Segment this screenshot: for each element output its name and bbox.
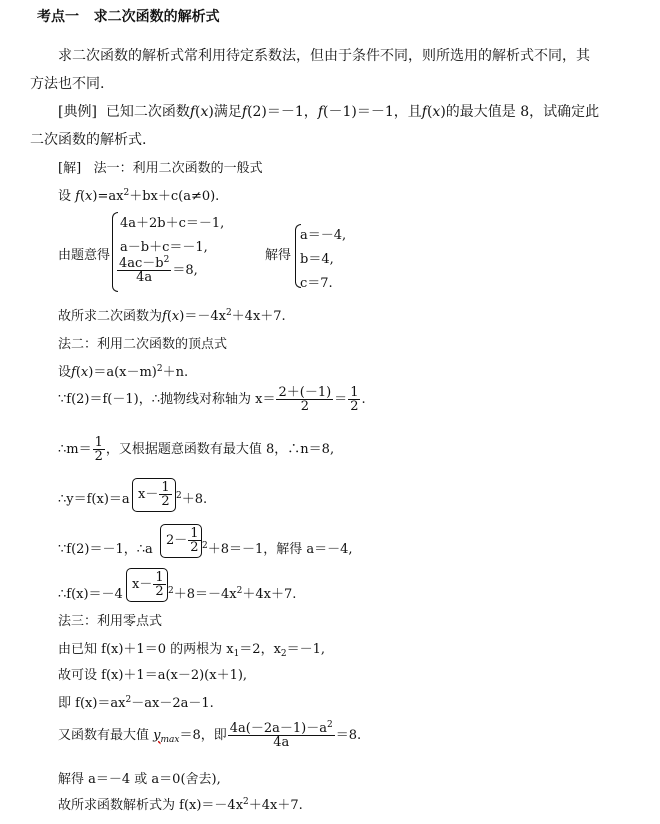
- m1-eq3-den: 4a: [136, 270, 153, 285]
- m2-line-5: [58, 583, 123, 602]
- m3-l4b: ＝8，即: [179, 728, 227, 743]
- m2-line-3: [58, 488, 130, 507]
- m3-l4-num: 4a(－2a－1)－a: [229, 721, 327, 736]
- m2-l1-x: x＝: [255, 392, 276, 407]
- m2-l1-eq: ＝: [334, 392, 348, 407]
- m3-line-5: 解得 a＝－4 或 a＝0(舍去),: [58, 772, 221, 787]
- m2-l2a: ∴m＝: [58, 442, 92, 457]
- m2-l5b: ＋8＝－4x: [173, 587, 237, 602]
- m3-l3a: 即 f(x)＝ax: [58, 696, 126, 711]
- m3-line-6: 故所求函数解析式为 $f(x)=-4x^2+4x+7$.: [58, 797, 303, 813]
- m2-l4-x: 2－: [166, 533, 188, 548]
- m2-l1-text: ∵f(2)＝f(－1)，∴抛物线对称轴为: [58, 392, 251, 407]
- m2-l3-x: x－: [138, 487, 159, 502]
- section-heading: [37, 6, 220, 26]
- m1-set-label: 设: [58, 189, 72, 204]
- m1-eq2: a－b＋c＝－1,: [120, 240, 208, 255]
- m3-l6a: 故所求函数解析式为 f(x)＝－4x: [58, 798, 244, 813]
- example-line-2: 二次函数的解析式.: [30, 132, 147, 148]
- m3-l1c: ＝－1,: [286, 642, 326, 657]
- m1-result-tail: ＋4x＋7.: [231, 309, 286, 324]
- example-f: f: [189, 104, 196, 120]
- solution-tag: [解]: [58, 161, 82, 176]
- m3-max: max: [160, 735, 180, 745]
- m2-l4-tail: $^2$＋8＝－1，解得 a＝－4,: [202, 541, 353, 557]
- m1-set-b: =ax: [97, 189, 124, 204]
- method-3-title: 法三：利用零点式: [58, 614, 163, 629]
- m1-solve-label: 解得: [265, 248, 292, 263]
- method-2-title: 法二：利用二次函数的顶点式: [58, 337, 228, 352]
- half-den: 2: [350, 399, 359, 414]
- intro-line-2: 方法也不同.: [30, 76, 105, 92]
- m2-line-2: ∴m＝ $\frac{1}{2}$ ，又根据题意函数有最大值 8，∴n＝8,: [58, 435, 335, 464]
- m1-set-c: ＋bx＋c(a≠0).: [129, 189, 220, 204]
- example-line-1: [典例] 已知二次函数f(x)满足f(2)＝－1，f(－1)＝－1，且f(x)的最大值是 8，试确定此: [58, 104, 600, 120]
- m3-line-2: 故可设 f(x)＋1＝a(x－2)(x＋1),: [58, 668, 248, 683]
- m2-l3-tail: $^2$＋8.: [176, 491, 208, 507]
- m3-sub2: 2: [280, 649, 287, 659]
- example-text-b: 满足: [213, 104, 242, 120]
- m3-l1: 由已知 f(x)＋1＝0 的两根为 x: [58, 642, 234, 657]
- m2-line-1: ∵f(2)＝f(－1)，∴抛物线对称轴为 x＝ $\frac{2+(-1)}{2}$ ＝ $\frac{1}{2}$ .: [58, 385, 366, 414]
- m3-sub1: 1: [233, 649, 240, 659]
- m2-l5-inner: x－ $\frac{1}{2}$: [132, 570, 164, 599]
- m1-c: c＝7.: [300, 276, 333, 291]
- m1-result: 故所求二次函数为$f(x)=-4x^2+4x+7$.: [58, 308, 286, 324]
- m2-l1-den: 2: [300, 399, 309, 414]
- m2-l3a: ∴y＝f(x)＝a: [58, 492, 130, 507]
- m1-b: b＝4,: [300, 252, 334, 267]
- heading-prefix: 考点一: [37, 9, 79, 25]
- m1-eq3: $\frac{4ac-b^2}{4a}$ ＝8,: [119, 255, 198, 285]
- m1-result-eq: ＝－4x: [184, 309, 226, 324]
- m3-l6b: ＋4x＋7.: [248, 798, 303, 813]
- example-x: x: [200, 104, 209, 120]
- method-1-set: 设 $f(x)=ax^2+bx+c(a\ne 0)$.: [58, 188, 220, 204]
- m3-l1b: ＝2，x: [239, 642, 281, 657]
- m3-l4a: 又函数有最大值: [58, 728, 154, 743]
- m1-result-label: 故所求二次函数为: [58, 309, 163, 324]
- example-cond-1: (2)＝－1，: [247, 104, 318, 120]
- m2-l5c: ＋4x＋7.: [242, 587, 297, 602]
- intro-line-1: 求二次函数的解析式常利用待定系数法，但由于条件不同，则所选用的解析式不同，其: [58, 48, 590, 64]
- m3-l4c: ＝8.: [335, 728, 362, 743]
- m2-l3-inner: x－ $\frac{1}{2}$: [138, 480, 170, 509]
- m1-eq1: 4a＋2b＋c＝－1,: [120, 216, 225, 231]
- method-1-title-text: 法一：利用二次函数的一般式: [93, 161, 263, 176]
- example-cond-2: (－1)＝－1，且: [323, 104, 422, 120]
- m2-l2b: ，又根据题意函数有最大值 8，∴n＝8,: [105, 442, 335, 457]
- m1-a: a＝－4,: [300, 228, 347, 243]
- m3-l3b: －ax－2a－1.: [131, 696, 214, 711]
- m3-l4-den: 4a: [273, 735, 290, 750]
- sq-sup: 2: [123, 188, 130, 198]
- m3-line-3: 即 $f(x)=ax^2-ax-2a-1$.: [58, 695, 214, 711]
- m2-l3b: ＋8.: [181, 492, 208, 507]
- m2-l5-tail: $^2+8=-4x^2+4x+7$.: [168, 586, 297, 602]
- m2-set: 设$f(x)=a(x-m)^2+n$.: [58, 364, 189, 380]
- half-num: 1: [350, 385, 359, 400]
- m2-set-eq: ＝a(x－m): [93, 365, 157, 380]
- m2-l5a: ∴f(x)＝－4: [58, 587, 123, 602]
- example-text-a: 已知二次函数: [105, 104, 190, 120]
- m2-l4-inner: 2－ $\frac{1}{2}$: [166, 526, 199, 555]
- m2-l4b: ＋8＝－1，解得 a＝－4,: [207, 542, 353, 557]
- m2-l4a: ∵f(2)＝－1，∴a: [58, 542, 153, 557]
- m1-eq3-num: 4ac－b: [119, 256, 164, 271]
- example-text-c: 的最大值是 8，试确定此: [445, 104, 600, 120]
- m2-l5-x: x－: [132, 577, 153, 592]
- heading-title: 求二次函数的解析式: [93, 9, 220, 25]
- m3-line-1: [58, 638, 325, 657]
- m3-y: y: [153, 728, 161, 743]
- example-tag: [典例]: [58, 104, 97, 120]
- m2-set-tail: ＋n.: [162, 365, 189, 380]
- m2-set-label: 设: [58, 365, 72, 380]
- m1-eq3-rhs: ＝8,: [172, 263, 198, 278]
- m3-line-4: 又函数有最大值 $y_{max}=8$，即 $\frac{4a(-2a-1)-a^2}{4a}$ ＝8.: [58, 720, 362, 750]
- m1-by-label: 由题意得: [58, 248, 111, 263]
- m2-line-4: [58, 538, 153, 557]
- m2-l1-num: 2＋(－1): [278, 385, 332, 400]
- method-1-title: [58, 157, 263, 176]
